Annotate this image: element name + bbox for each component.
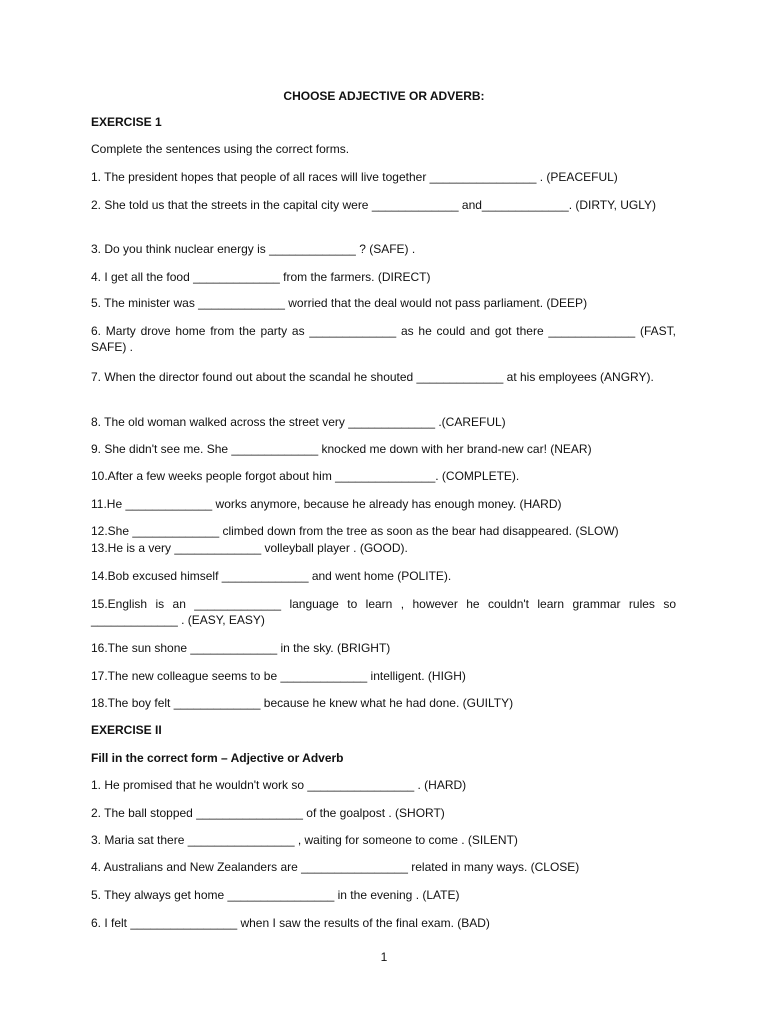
exercise-2-instruction: Fill in the correct form – Adjective or Adverb — [91, 751, 344, 765]
exercise-2-heading: EXERCISE II — [91, 723, 162, 737]
exercise-1-item-10: 10.After a few weeks people forgot about him _______________. (COMPLETE). — [91, 469, 520, 483]
exercise-2-item-3: 3. Maria sat there ________________ , waiting for someone to come . (SILENT) — [91, 833, 518, 847]
exercise-2-item-5: 5. They always get home ________________ in the evening . (LATE) — [91, 888, 460, 902]
exercise-2-item-4: 4. Australians and New Zealanders are ________________ related in many ways. (CLOSE) — [91, 860, 580, 874]
exercise-1-item-6: 6. Marty drove home from the party as _____________ as he could and got there _____________ (FAST, SAFE) . — [91, 324, 676, 354]
exercise-1-item-8: 8. The old woman walked across the street very _____________ .(CAREFUL) — [91, 415, 506, 429]
exercise-1-item-4: 4. I get all the food _____________ from the farmers. (DIRECT) — [91, 270, 431, 284]
exercise-1-item-5: 5. The minister was _____________ worried that the deal would not pass parliament. (DEEP) — [91, 296, 588, 310]
exercise-1-item-17: 17.The new colleague seems to be _____________ intelligent. (HIGH) — [91, 669, 466, 683]
exercise-2-item-1: 1. He promised that he wouldn't work so ________________ . (HARD) — [91, 778, 467, 792]
exercise-1-item-11: 11.He _____________ works anymore, because he already has enough money. (HARD) — [91, 497, 562, 511]
exercise-1-item-1: 1. The president hopes that people of all races will live together ________________ . (PEACEFUL) — [91, 170, 618, 184]
exercise-1-item-7: 7. When the director found out about the scandal he shouted _____________ at his employees (ANGRY). — [91, 370, 654, 384]
page-title: CHOOSE ADJECTIVE OR ADVERB: — [283, 89, 485, 103]
page-number: 1 — [380, 950, 388, 964]
exercise-1-item-3: 3. Do you think nuclear energy is _____________ ? (SAFE) . — [91, 242, 416, 256]
exercise-1-item-12: 12.She _____________ climbed down from the tree as soon as the bear had disappeared. (SLOW) — [91, 524, 619, 538]
exercise-2-item-6: 6. I felt ________________ when I saw the results of the final exam. (BAD) — [91, 916, 490, 930]
exercise-1-item-14: 14.Bob excused himself _____________ and went home (POLITE). — [91, 569, 452, 583]
exercise-1-item-16: 16.The sun shone _____________ in the sky. (BRIGHT) — [91, 641, 391, 655]
exercise-1-item-18: 18.The boy felt _____________ because he knew what he had done. (GUILTY) — [91, 696, 514, 710]
exercise-1-heading: EXERCISE 1 — [91, 115, 162, 129]
exercise-2-item-2: 2. The ball stopped ________________ of the goalpost . (SHORT) — [91, 806, 445, 820]
exercise-1-item-13: 13.He is a very _____________ volleyball player . (GOOD). — [91, 541, 408, 555]
exercise-1-item-2: 2. She told us that the streets in the capital city were _____________ and_____________. (DIRTY, UGLY) — [91, 198, 657, 212]
exercise-1-item-9: 9. She didn't see me. She _____________ knocked me down with her brand-new car! (NEAR) — [91, 442, 592, 456]
exercise-1-instruction: Complete the sentences using the correct forms. — [91, 142, 350, 156]
exercise-1-item-15: 15.English is an _____________ language to learn , however he couldn't learn grammar rules so _____________ . (EASY, EASY) — [91, 597, 676, 627]
